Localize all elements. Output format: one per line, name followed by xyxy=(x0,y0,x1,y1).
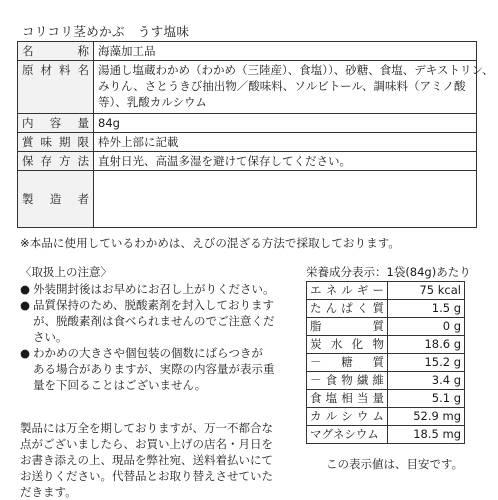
nutrition-name: 食 塩 相 当 量 xyxy=(307,390,388,408)
bullet-icon: ● xyxy=(20,282,31,296)
nutrition-name: カ ル シ ウ ム xyxy=(307,408,388,426)
customer-claim-note xyxy=(20,420,296,500)
claim-line: だきます。 xyxy=(20,485,77,499)
handling-item xyxy=(20,345,296,393)
handling-line: わかめの大きさや個包装の個数にばらつきが xyxy=(33,346,263,360)
label-value-content: 84g xyxy=(94,114,477,133)
product-title: コリコリ茎めかぶ うす塩味 xyxy=(22,24,190,39)
wakame-note: ※本品に使用しているわかめは、えびの混ざる方法で採取しております。 xyxy=(20,236,401,250)
nutrition-row xyxy=(307,318,465,336)
ingredients-line: 等）、乳酸カルシウム xyxy=(98,95,207,109)
nutrition-value: 18.5 mg xyxy=(388,426,465,444)
nutrition-name: 脂 質 xyxy=(307,318,388,336)
handling-line: 外装開封後はお早めにお召し上がりください。 xyxy=(33,282,275,296)
label-key-char: 方 xyxy=(59,154,71,168)
nutrition-value: 75 kcal xyxy=(388,282,465,300)
bullet-icon: ● xyxy=(20,346,31,360)
nutrition-row xyxy=(307,354,465,372)
handling-item xyxy=(20,297,296,345)
label-key-expiry xyxy=(18,133,94,152)
nutrition-name: エ ネ ル ギ ー xyxy=(307,282,388,300)
label-key-char: 造 xyxy=(49,192,62,206)
handling-line: さい。 xyxy=(33,330,68,344)
label-row-expiry xyxy=(18,133,477,152)
handling-line: ある場合がありますが、実際の内容量が表示重 xyxy=(33,362,275,376)
nutrition-row xyxy=(307,426,465,444)
nutrition-value: 3.4 g xyxy=(388,372,465,390)
label-value-expiry: 枠外上部に記載 xyxy=(94,133,477,152)
label-key-char: 存 xyxy=(40,154,52,168)
label-row-maker xyxy=(18,171,477,228)
label-key-storage xyxy=(18,152,94,171)
claim-line: 点がございましたら、お買い上げの店名・月日を xyxy=(20,437,273,451)
nutrition-name: 炭 水 化 物 xyxy=(307,336,388,354)
handling-line: 品質保持のため、脱酸素剤を封入しております xyxy=(33,298,275,312)
ingredients-line: みりん、さとうきび抽出物／酸味料、ソルビトール、調味料（アミノ酸 xyxy=(98,79,466,93)
label-key-char: 者 xyxy=(77,192,89,206)
label-row-ingredients xyxy=(18,61,477,114)
label-key-content xyxy=(18,114,94,133)
claim-line: お送りください。代替品とお取り替えさせていた xyxy=(20,469,273,483)
label-key-char: 限 xyxy=(77,135,89,149)
nutrition-row xyxy=(307,300,465,318)
label-row-storage xyxy=(18,152,477,171)
label-key-char: 量 xyxy=(77,116,89,130)
label-key-char: 料 xyxy=(59,63,71,77)
handling-line: が、脱酸素剤は食べられませんのでご注意くだ xyxy=(33,314,275,328)
label-key-maker xyxy=(18,171,94,228)
nutrition-title: 栄養成分表示：1袋(84g)あたり xyxy=(306,265,471,279)
label-key-char: 内 xyxy=(22,116,34,130)
nutrition-value: 5.1 g xyxy=(388,390,465,408)
label-key-char: 材 xyxy=(40,63,52,77)
handling-notes xyxy=(20,264,296,393)
nutrition-footer: この表示値は、目安です。 xyxy=(326,457,464,471)
handling-line: 量を下回ることはございません。 xyxy=(33,378,207,392)
label-value-ingredients xyxy=(94,61,494,114)
nutrition-value: 1.5 g xyxy=(388,300,465,318)
product-label-table xyxy=(17,41,494,228)
nutrition-row xyxy=(307,408,465,426)
claim-line: 製品には万全を期しておりますが、万一不都合な xyxy=(20,421,273,435)
nutrition-row xyxy=(307,336,465,354)
nutrition-row xyxy=(307,372,465,390)
label-key-char: 容 xyxy=(49,116,62,130)
label-value-name: 海藻加工品 xyxy=(94,42,477,61)
nutrition-value: 18.6 g xyxy=(388,336,465,354)
label-value-storage: 直射日光、高温多湿を避けて保存してください。 xyxy=(94,152,477,171)
nutrition-row xyxy=(307,282,465,300)
label-key-char: 名 xyxy=(22,44,34,58)
bullet-icon: ● xyxy=(20,298,31,312)
label-key-char: 味 xyxy=(40,135,52,149)
nutrition-name: た ん ぱ く 質 xyxy=(307,300,388,318)
label-key-char: 法 xyxy=(77,154,89,168)
label-value-maker xyxy=(94,171,477,228)
nutrition-name: － 食 物 繊 維 xyxy=(307,372,388,390)
nutrition-table xyxy=(306,281,465,444)
label-key-ingredients xyxy=(18,61,94,114)
label-key-char: 期 xyxy=(59,135,71,149)
label-key-char: 称 xyxy=(77,44,89,58)
nutrition-name: マグネシウム xyxy=(307,426,388,444)
nutrition-value: 0 g xyxy=(388,318,465,336)
label-key-char: 名 xyxy=(77,63,89,77)
nutrition-value: 52.9 mg xyxy=(388,408,465,426)
label-row-content xyxy=(18,114,477,133)
nutrition-name: － 糖 質 xyxy=(307,354,388,372)
claim-line: お書き添えの上、現品を弊社宛、送料着払いにて xyxy=(20,453,273,467)
label-key-name xyxy=(18,42,94,61)
label-key-char: 保 xyxy=(22,154,34,168)
label-row-name xyxy=(18,42,477,61)
nutrition-row xyxy=(307,390,465,408)
handling-item xyxy=(20,281,296,297)
nutrition-value: 15.2 g xyxy=(388,354,465,372)
label-key-char: 原 xyxy=(22,63,34,77)
handling-heading: 〈取扱上の注意〉 xyxy=(20,265,112,279)
label-key-char: 製 xyxy=(22,192,34,206)
ingredients-line: 湯通し塩蔵わかめ（わかめ（三陸産）、食塩））、砂糖、食塩、デキストリン、 xyxy=(98,63,494,77)
label-key-char: 賞 xyxy=(22,135,34,149)
